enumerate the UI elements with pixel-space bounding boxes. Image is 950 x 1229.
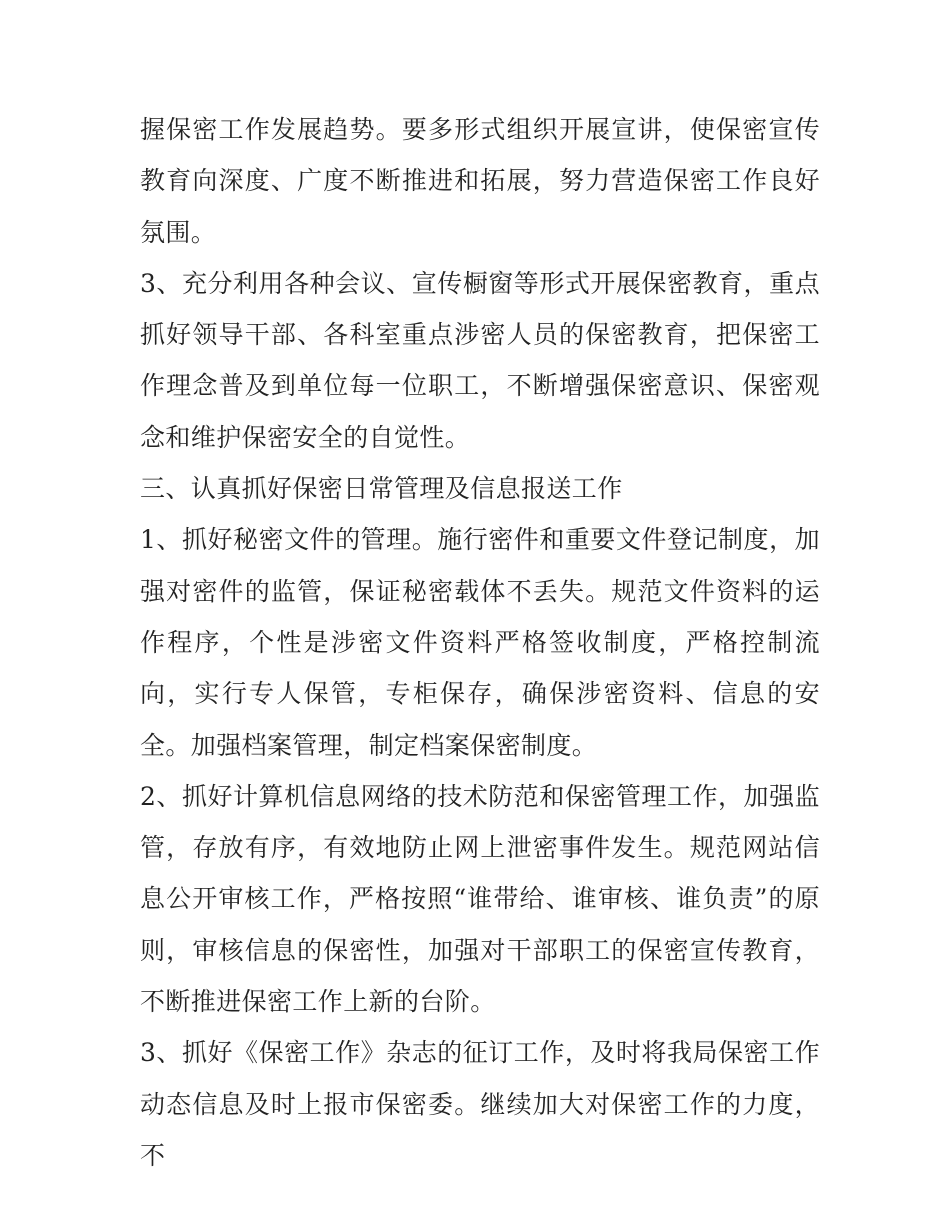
paragraph-4: 2、抓好计算机信息网络的技术防范和保密管理工作，加强监管，存放有序，有效地防止网上泄密事件发生。规范网站信息公开审核工作，严格按照“谁带给、谁审核、谁负责”的原则，审核信息的保密性，加强对干部职工的保密宣传教育，不断推进保密工作上新的台阶。 bbox=[140, 781, 820, 1017]
section-heading: 三、认真抓好保密日常管理及信息报送工作 bbox=[140, 474, 623, 504]
paragraph-3: 1、抓好秘密文件的管理。施行密件和重要文件登记制度，加强对密件的监管，保证秘密载体不丢失。规范文件资料的运作程序，个性是涉密文件资料严格签收制度，严格控制流向，实行专人保管，专柜保存，确保涉密资料、信息的安全。加强档案管理，制定档案保密制度。 bbox=[140, 525, 820, 760]
paragraph-1: 握保密工作发展趋势。要多形式组织开展宣讲，使保密宣传教育向深度、广度不断推进和拓展，努力营造保密工作良好氛围。 bbox=[140, 115, 820, 247]
document-body bbox=[140, 104, 820, 1181]
paragraph-5: 3、抓好《保密工作》杂志的征订工作，及时将我局保密工作动态信息及时上报市保密委。继续加大对保密工作的力度，不 bbox=[140, 1038, 820, 1170]
paragraph-2: 3、充分利用各种会议、宣传橱窗等形式开展保密教育，重点抓好领导干部、各科室重点涉密人员的保密教育，把保密工作理念普及到单位每一位职工，不断增强保密意识、保密观念和维护保密安全的自觉性。 bbox=[140, 268, 820, 452]
